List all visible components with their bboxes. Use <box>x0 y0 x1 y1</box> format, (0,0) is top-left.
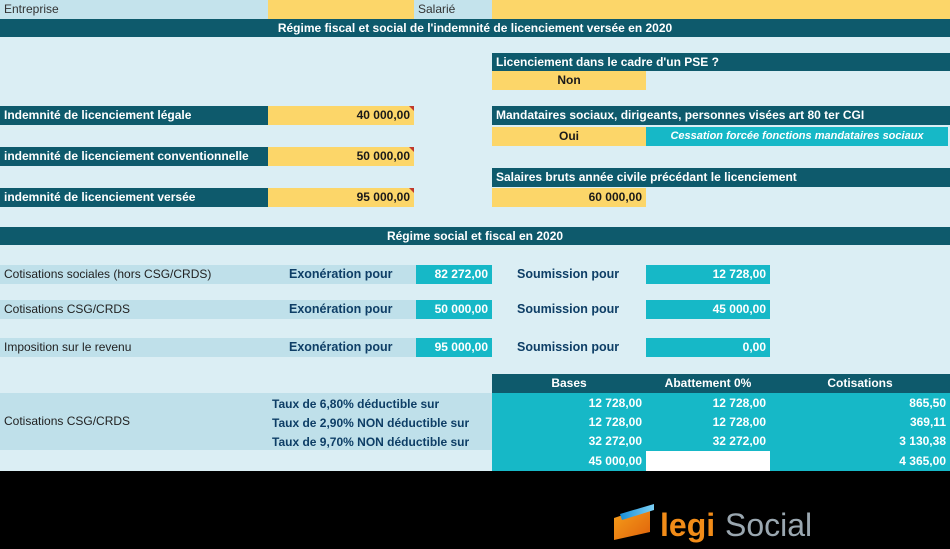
pse-value-cell[interactable]: Non <box>492 71 646 90</box>
legisocial-logo <box>610 498 850 546</box>
row-label: Cotisations sociales (hors CSG/CRDS) <box>4 267 212 281</box>
indemnite-conventionnelle-label: indemnité de licenciement conventionnelle <box>0 147 268 166</box>
cessation-forcee-note: Cessation forcée fonctions mandataires sociaux <box>646 127 948 146</box>
taux-label: Taux de 2,90% NON déductible sur <box>272 416 470 430</box>
exoneration-value: 50 000,00 <box>416 300 492 319</box>
row-label: Imposition sur le revenu <box>4 340 132 354</box>
taux-label: Taux de 9,70% NON déductible sur <box>272 435 470 449</box>
row-label: Cotisations CSG/CRDS <box>4 302 131 316</box>
salaires-bruts-label: Salaires bruts année civile précédant le licenciement <box>492 168 950 187</box>
exoneration-value: 82 272,00 <box>416 265 492 284</box>
indemnite-versee-value[interactable]: 95 000,00 <box>268 188 414 207</box>
col-header-abattement: Abattement 0% <box>646 374 770 393</box>
bases-cell: 12 728,00 <box>492 412 646 431</box>
salarie-label: Salarié <box>414 0 492 19</box>
bases-cell: 12 728,00 <box>492 393 646 412</box>
pse-question-label: Licenciement dans le cadre d'un PSE ? <box>492 53 950 71</box>
exoneration-label: Exonération pour <box>289 340 393 354</box>
mandataires-label: Mandataires sociaux, dirigeants, personnes visées art 80 ter CGI <box>492 106 950 125</box>
mandataires-value-cell[interactable]: Oui <box>492 127 646 146</box>
svg-text:legi: legi <box>660 507 716 543</box>
salaires-bruts-value[interactable]: 60 000,00 <box>492 188 646 207</box>
soumission-label: Soumission pour <box>517 267 620 281</box>
exoneration-label: Exonération pour <box>289 267 393 281</box>
cotisations-cell: 3 130,38 <box>770 431 950 451</box>
soumission-label: Soumission pour <box>517 302 620 316</box>
cotisations-cell: 369,11 <box>770 412 950 431</box>
abattement-cell: 12 728,00 <box>646 412 770 431</box>
total-cotisations: 4 365,00 <box>770 451 950 471</box>
section-title-regime-fiscal: Régime fiscal et social de l'indemnité de licenciement versée en 2020 <box>0 19 950 37</box>
soumission-value: 0,00 <box>646 338 770 357</box>
col-header-bases: Bases <box>492 374 646 393</box>
total-abattement-empty <box>646 451 770 471</box>
soumission-label: Soumission pour <box>517 340 620 354</box>
cotisations-cell: 865,50 <box>770 393 950 412</box>
indemnite-versee-label: indemnité de licenciement versée <box>0 188 268 207</box>
abattement-cell: 12 728,00 <box>646 393 770 412</box>
taux-label: Taux de 6,80% déductible sur <box>272 397 440 411</box>
soumission-value: 12 728,00 <box>646 265 770 284</box>
salarie-input[interactable] <box>492 0 950 19</box>
entreprise-input[interactable] <box>268 0 414 19</box>
soumission-value: 45 000,00 <box>646 300 770 319</box>
svg-text:Social: Social <box>725 507 813 543</box>
indemnite-legale-label: Indemnité de licenciement légale <box>0 106 268 125</box>
bases-cell: 32 272,00 <box>492 431 646 451</box>
row-label: Cotisations CSG/CRDS <box>4 414 131 428</box>
abattement-cell: 32 272,00 <box>646 431 770 451</box>
indemnite-conventionnelle-value[interactable]: 50 000,00 <box>268 147 414 166</box>
indemnite-legale-value[interactable]: 40 000,00 <box>268 106 414 125</box>
col-header-cotisations: Cotisations <box>770 374 950 393</box>
total-bases: 45 000,00 <box>492 451 646 471</box>
exoneration-value: 95 000,00 <box>416 338 492 357</box>
exoneration-label: Exonération pour <box>289 302 393 316</box>
section-title-regime-social: Régime social et fiscal en 2020 <box>0 227 950 245</box>
entreprise-label: Entreprise <box>0 0 268 19</box>
